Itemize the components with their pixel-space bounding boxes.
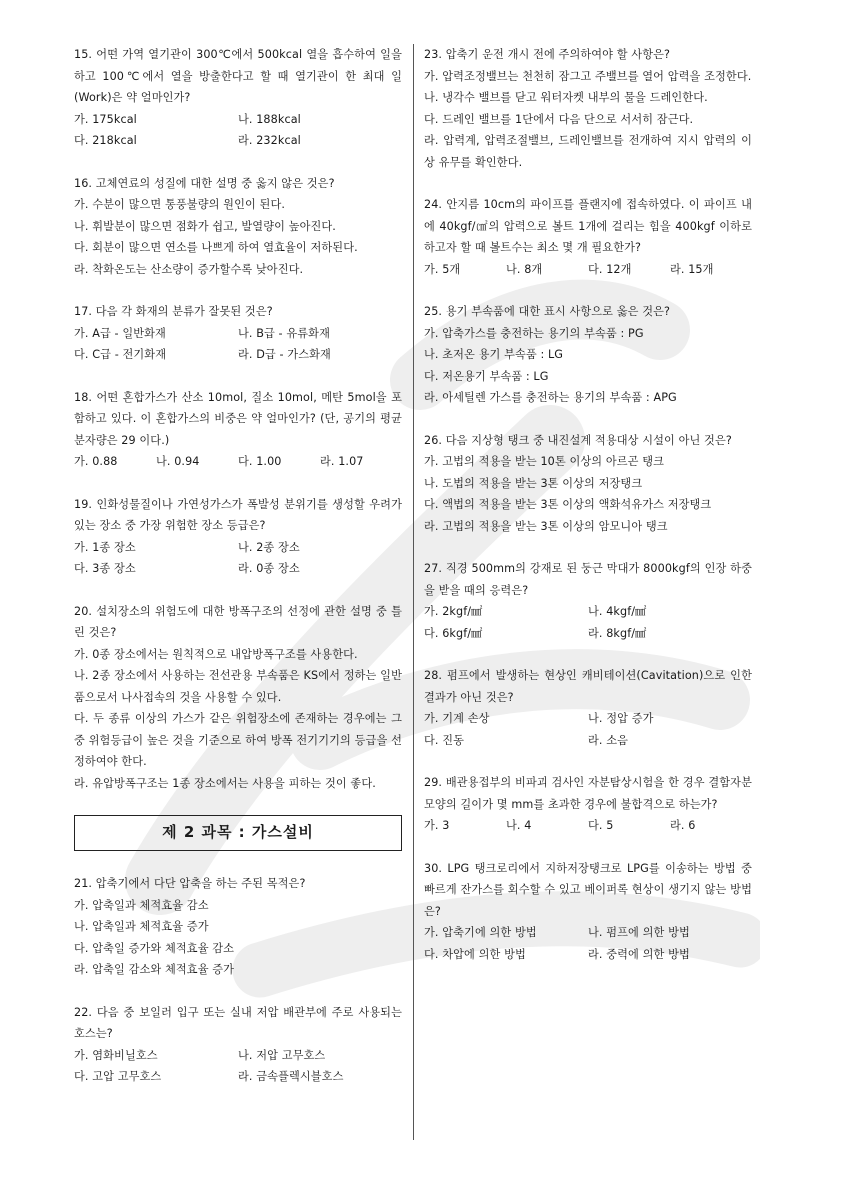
- question-stem: 29. 배관용접부의 비파괴 검사인 자분탐상시험을 한 경우 결함자분모양의 길이가 몇 mm를 초과한 경우에 불합격으로 하는가?: [424, 776, 752, 811]
- question-stem: 15. 어떤 가역 열기관이 300℃에서 500kcal 열을 흡수하여 일을 하고 100℃에서 열을 방출한다고 할 때 열기관이 한 최대 일(Work)은 약 얼마인가?: [74, 48, 402, 104]
- option-ga: 가. 3: [424, 819, 450, 832]
- option-na: 나. 압축일과 체적효율 증가: [74, 920, 209, 933]
- question-17: [74, 301, 402, 366]
- option-da: 다. 3종 장소: [74, 562, 136, 575]
- option-na: 나. 펌프에 의한 방법: [588, 926, 690, 939]
- question-20: [74, 601, 402, 795]
- right-column: [424, 44, 752, 986]
- option-ra: 라. 착화온도는 산소량이 증가할수록 낮아진다.: [74, 262, 304, 276]
- option-da: 다. 액법의 적용을 받는 3톤 이상의 액화석유가스 저장탱크: [424, 498, 712, 511]
- question-stem: 27. 직경 500mm의 강재로 된 둥근 막대가 8000kgf의 인장 하중을 받을 때의 응력은?: [424, 562, 752, 597]
- option-ra: 라. 금속플렉시블호스: [238, 1070, 344, 1083]
- option-na: 나. 저압 고무호스: [238, 1048, 326, 1062]
- option-na: 나. 4: [506, 819, 532, 832]
- option-ra: 라. 압축일 감소와 체적효율 증가: [74, 963, 235, 976]
- question-16: [74, 173, 402, 281]
- option-ra: 라. 8kgf/㎟: [588, 626, 647, 640]
- question-stem: 25. 용기 부속품에 대한 표시 사항으로 옳은 것은?: [424, 305, 671, 318]
- option-ga: 가. 5개: [424, 262, 461, 276]
- question-25: [424, 301, 752, 409]
- option-da: 다. 고압 고무호스: [74, 1070, 162, 1083]
- option-ra: 라. 1.07: [320, 455, 364, 468]
- option-da: 다. 드레인 밸브를 1단에서 다음 단으로 서서히 잠근다.: [424, 112, 694, 126]
- question-18: [74, 387, 402, 473]
- option-ga: 가. 압축기에 의한 방법: [424, 926, 537, 939]
- section-title: 제 2 과목 : 가스설비: [74, 815, 402, 851]
- option-ga: 가. 고법의 적용을 받는 10톤 이상의 아르곤 탱크: [424, 455, 665, 468]
- option-ga: 가. 0종 장소에서는 원칙적으로 내압방폭구조를 사용한다.: [74, 647, 358, 661]
- option-da: 다. 두 종류 이상의 가스가 같은 위험장소에 존재하는 경우에는 그 중 위험등급이 높은 것을 기준으로 하여 방폭 전기기기의 등급을 선정하여야 한다.: [74, 712, 402, 768]
- option-ga: 가. 수분이 많으면 통풍불량의 원인이 된다.: [74, 198, 286, 211]
- option-da: 다. 차압에 의한 방법: [424, 947, 526, 961]
- option-na: 나. 도법의 적용을 받는 3톤 이상의 저장탱크: [424, 476, 643, 490]
- question-stem: 22. 다음 중 보일러 입구 또는 실내 저압 배관부에 주로 사용되는 호스는?: [74, 1005, 402, 1040]
- option-ra: 라. 유압방폭구조는 1종 장소에서는 사용을 피하는 것이 좋다.: [74, 776, 376, 790]
- column-divider: [413, 44, 414, 1140]
- option-ga: 가. 압력조정밸브는 천천히 잠그고 주밸브를 열어 압력을 조정한다.: [424, 69, 752, 83]
- question-27: [424, 558, 752, 644]
- option-ga: 가. 0.88: [74, 455, 118, 468]
- question-30: [424, 858, 752, 966]
- question-stem: 17. 다음 각 화재의 분류가 잘못된 것은?: [74, 305, 273, 318]
- option-ra: 라. 아세틸렌 가스를 충전하는 용기의 부속품 : APG: [424, 391, 677, 404]
- option-na: 나. 휘발분이 많으면 점화가 쉽고, 발열량이 높아진다.: [74, 219, 336, 233]
- question-22: [74, 1002, 402, 1088]
- option-na: 나. 8개: [506, 262, 543, 276]
- option-ga: 가. 압축가스를 충전하는 용기의 부속품 : PG: [424, 326, 644, 340]
- question-stem: 30. LPG 탱크로리에서 지하저장탱크로 LPG를 이송하는 방법 중 빠르게 잔가스를 회수할 수 있고 베이퍼록 현상이 생기지 않는 방법은?: [424, 861, 752, 918]
- option-ga: 가. 175kcal: [74, 112, 137, 126]
- option-na: 나. B급 - 유류화재: [238, 326, 330, 340]
- option-ga: 가. 1종 장소: [74, 540, 136, 554]
- option-na: 나. 초저온 용기 부속품 : LG: [424, 348, 564, 361]
- option-da: 다. 진동: [424, 733, 465, 747]
- option-da: 다. 회분이 많으면 연소를 나쁘게 하여 열효율이 저하된다.: [74, 241, 358, 254]
- question-28: [424, 665, 752, 751]
- option-da: 다. 6kgf/㎟: [424, 626, 483, 640]
- question-26: [424, 430, 752, 538]
- option-ra: 라. 6: [670, 819, 696, 832]
- question-24: [424, 194, 752, 280]
- option-da: 다. 1.00: [238, 455, 282, 468]
- option-na: 나. 0.94: [156, 455, 200, 468]
- option-na: 나. 4kgf/㎟: [588, 605, 647, 618]
- option-ra: 라. 15개: [670, 262, 714, 276]
- option-ra: 라. 중력에 의한 방법: [588, 947, 690, 961]
- option-ra: 라. D급 - 가스화재: [238, 348, 331, 361]
- question-23: [424, 44, 752, 173]
- option-da: 다. 압축일 증가와 체적효율 감소: [74, 941, 235, 955]
- option-ra: 라. 압력계, 압력조절밸브, 드레인밸브를 전개하여 지시 압력의 이상 유무를 확인한다.: [424, 134, 752, 169]
- option-na: 나. 2종 장소: [238, 540, 300, 554]
- option-ga: 가. 2kgf/㎟: [424, 605, 483, 618]
- option-na: 나. 2종 장소에서 사용하는 전선관용 부속품은 KS에서 정하는 일반품으로서 나사접속의 것을 사용할 수 있다.: [74, 669, 402, 704]
- question-stem: 24. 안지름 10cm의 파이프를 플랜지에 접속하였다. 이 파이프 내에 40kgf/㎠의 압력으로 볼트 1개에 걸리는 힘을 400kgf 이하로 하고자 할 때 볼트수는 최소 몇 개 필요한가?: [424, 198, 752, 254]
- option-ga: 가. 기계 손상: [424, 712, 490, 725]
- option-da: 다. C급 - 전기화재: [74, 348, 167, 361]
- left-column: [74, 44, 402, 1109]
- option-ra: 라. 232kcal: [238, 134, 301, 147]
- question-stem: 18. 어떤 혼합가스가 산소 10mol, 질소 10mol, 메탄 5mol을 포함하고 있다. 이 혼합가스의 비중은 약 얼마인가? (단, 공기의 평균분자량은 29 이다.): [74, 390, 402, 447]
- option-ra: 라. 0종 장소: [238, 562, 300, 575]
- question-stem: 23. 압축기 운전 개시 전에 주의하여야 할 사항은?: [424, 48, 671, 61]
- question-stem: 26. 다음 지상형 탱크 중 내진설계 적용대상 시설이 아닌 것은?: [424, 433, 732, 447]
- option-ga: 가. 압축일과 체적효율 감소: [74, 898, 209, 912]
- option-ra: 라. 소음: [588, 733, 629, 747]
- question-29: [424, 772, 752, 837]
- question-stem: 28. 펌프에서 발생하는 현상인 캐비테이션(Cavitation)으로 인한 결과가 아닌 것은?: [424, 669, 752, 704]
- option-da: 다. 저온용기 부속품 : LG: [424, 369, 549, 383]
- question-stem: 16. 고체연료의 성질에 대한 설명 중 옳지 않은 것은?: [74, 176, 335, 190]
- question-15: [74, 44, 402, 152]
- option-da: 다. 12개: [588, 262, 632, 276]
- question-stem: 21. 압축기에서 다단 압축을 하는 주된 목적은?: [74, 877, 306, 890]
- question-stem: 20. 설치장소의 위험도에 대한 방폭구조의 선정에 관한 설명 중 틀린 것은?: [74, 604, 402, 639]
- option-na: 나. 냉각수 밸브를 닫고 워터자켓 내부의 물을 드레인한다.: [424, 91, 708, 104]
- option-ra: 라. 고법의 적용을 받는 3톤 이상의 암모니아 탱크: [424, 519, 668, 533]
- exam-page: [74, 44, 768, 1140]
- option-da: 다. 218kcal: [74, 134, 137, 147]
- question-19: [74, 494, 402, 580]
- option-ga: 가. A급 - 일반화재: [74, 326, 166, 340]
- option-ga: 가. 염화비닐호스: [74, 1048, 158, 1062]
- question-stem: 19. 인화성물질이나 가연성가스가 폭발성 분위기를 생성할 우려가 있는 장소 중 가장 위험한 장소 등급은?: [74, 497, 402, 532]
- option-na: 나. 정압 증가: [588, 712, 654, 725]
- option-na: 나. 188kcal: [238, 112, 301, 126]
- question-21: [74, 873, 402, 981]
- option-da: 다. 5: [588, 819, 614, 832]
